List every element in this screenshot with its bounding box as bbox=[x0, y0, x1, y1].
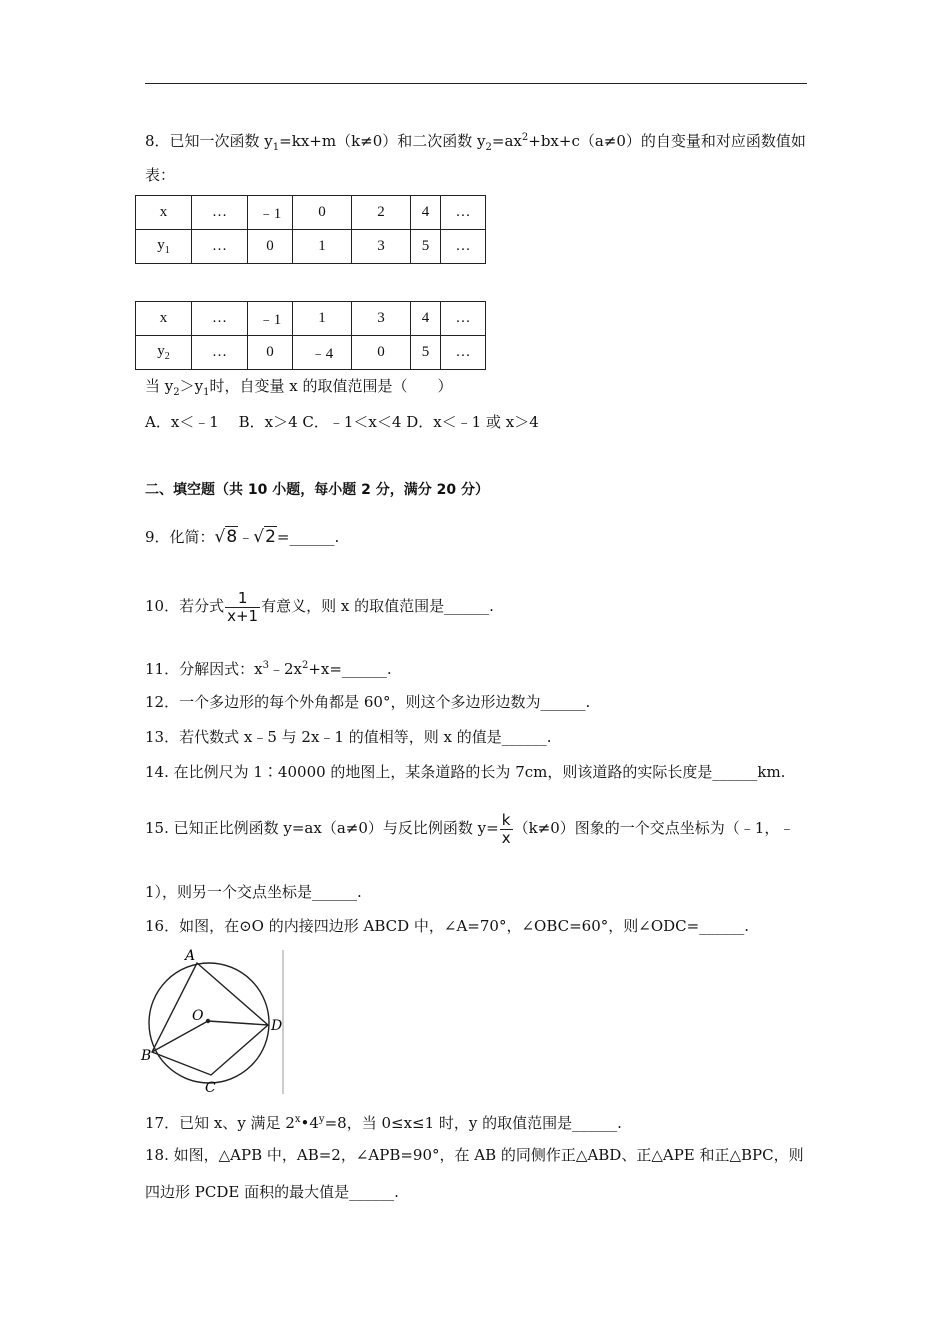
label-a: A bbox=[185, 948, 196, 964]
q13: 13．若代数式 x﹣5 与 2x﹣1 的值相等，则 x 的值是______. bbox=[145, 728, 552, 746]
q8-stem-line1: 8．已知一次函数 $y_1=kx+m(k\ne 0)$和二次函数 $y_2=ax^2+bx+c(a\ne 0)$的自变量和对应函数值如 bbox=[145, 132, 806, 153]
q16: 16．如图，在⊙O 的内接四边形 ABCD 中，∠A=70°，∠OBC=60°，则∠ODC=______. bbox=[145, 917, 749, 935]
q15-line2: 1），则另一个交点坐标是______. bbox=[145, 883, 362, 901]
q9: 9．化简：√8﹣√2=______. bbox=[145, 527, 340, 547]
label-b: B bbox=[141, 1048, 152, 1064]
q8-table-y1 bbox=[135, 195, 486, 264]
q15-line1: 15. 已知正比例函数 y=ax（a≠0）与反比例函数 y= $\frac{k}{x}$ （k≠0）图象的一个交点坐标为（﹣1，﹣ bbox=[145, 810, 795, 847]
q8-condition: 当 $y_2>y_1$时，自变量 x 的取值范围是（ ） bbox=[145, 377, 453, 398]
q17: 17．已知 x、y 满足 $2^x•4^y=8$，当 0≤x≤1 时，y 的取值范围是______. bbox=[145, 1114, 622, 1132]
fraction-1-over-x-plus-1: $\frac{1}{x+1}$ bbox=[227, 588, 259, 625]
sqrt-2: √2 bbox=[253, 527, 276, 547]
q8-options: A．x＜﹣1 B．x＞4 C．﹣1＜x＜4 D．x＜﹣1 或 x＞4 bbox=[145, 413, 539, 431]
center-point bbox=[206, 1019, 210, 1023]
header-rule bbox=[145, 83, 807, 84]
table-row: $y_2$ … 0 ﹣4 0 5 … bbox=[136, 336, 486, 370]
table-row: x … ﹣1 0 2 4 … bbox=[136, 196, 486, 230]
q8-table-y2 bbox=[135, 301, 486, 370]
table-row: x … ﹣1 1 3 4 … bbox=[136, 302, 486, 336]
fraction-k-over-x: $\frac{k}{x}$ bbox=[501, 810, 511, 847]
q14: 14. 在比例尺为 1∶40000 的地图上，某条道路的长为 7cm，则该道路的实际长度是______km. bbox=[145, 763, 786, 781]
q8-stem-line2: 表： bbox=[145, 166, 176, 184]
sqrt-8: √8 bbox=[214, 527, 238, 547]
q18-line2: 四边形 PCDE 面积的最大值是______. bbox=[145, 1183, 399, 1201]
label-c: C bbox=[205, 1080, 216, 1094]
q10: 10．若分式 $\frac{1}{x+1}$ 有意义，则 x 的取值范围是______. bbox=[145, 588, 494, 625]
q16-circle-figure bbox=[140, 948, 288, 1094]
table-row: $y_1$ … 0 1 3 5 … bbox=[136, 230, 486, 264]
label-o: O bbox=[192, 1008, 204, 1024]
q12: 12．一个多边形的每个外角都是 60°，则这个多边形边数为______. bbox=[145, 693, 591, 711]
section-title: 二、填空题（共 10 小题，每小题 2 分，满分 20 分） bbox=[145, 482, 489, 498]
q18-line1: 18. 如图，△APB 中，AB=2，∠APB=90°，在 AB 的同侧作正△ABD、正△APE 和正△BPC，则 bbox=[145, 1146, 804, 1164]
q11: 11．分解因式：$x^3﹣2x^2+x=\_\_\_\_\_\_$. bbox=[145, 660, 392, 678]
segment-od bbox=[208, 1021, 268, 1025]
label-d: D bbox=[271, 1018, 283, 1034]
